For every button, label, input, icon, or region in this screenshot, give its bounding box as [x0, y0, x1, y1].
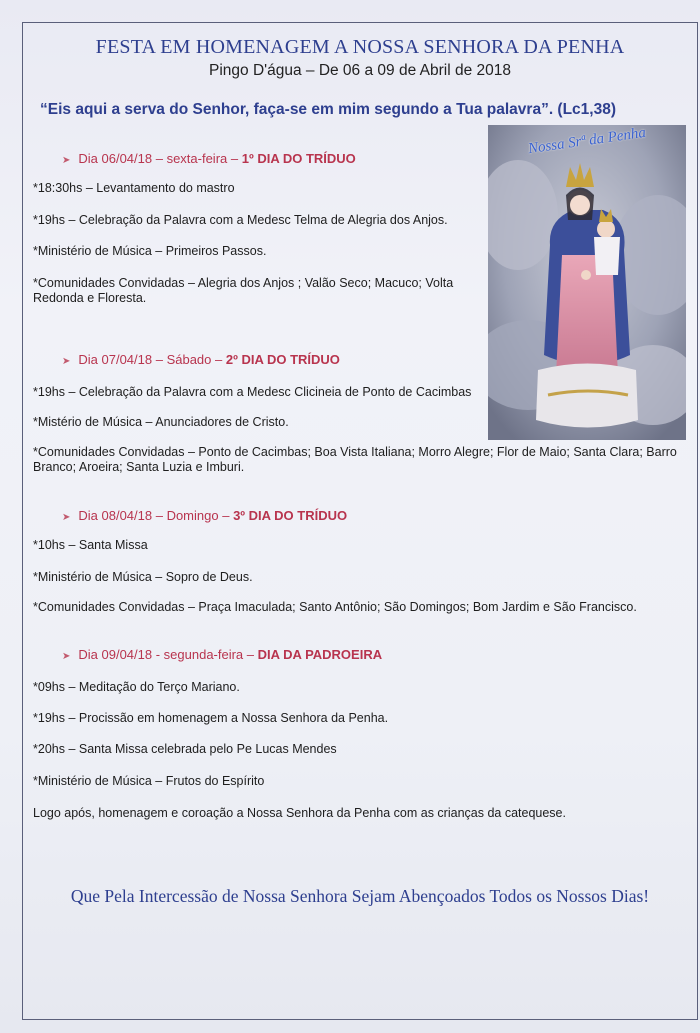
day-1-heading [62, 151, 356, 166]
arrow-right-icon: ➤ [62, 356, 71, 367]
day-2-item-3: *Comunidades Convidadas – Ponto de Cacimbas; Boa Vista Italiana; Morro Alegre; Flor de Maio; Santa Clara; Barro Branco; Aroeira; Santa Luzia e Imburi. [33, 445, 677, 474]
day-3-highlight: 3º DIA DO TRÍDUO [233, 508, 348, 523]
day-4-item-1: *09hs – Meditação do Terço Mariano. [33, 680, 240, 694]
day-3-item-2: *Ministério de Música – Sopro de Deus. [33, 570, 253, 584]
day-2-highlight: 2º DIA DO TRÍDUO [225, 352, 340, 367]
day-4-item-4: *Ministério de Música – Frutos do Espírito [33, 774, 265, 788]
day-2-item-2: *Mistério de Música – Anunciadores de Cristo. [33, 415, 289, 429]
day-1-item-4: *Comunidades Convidadas – Alegria dos Anjos ; Valão Seco; Macuco; Volta Redonda e Floresta. [33, 276, 454, 305]
day-4-highlight: DIA DA PADROEIRA [257, 647, 383, 662]
day-1-date: Dia 06/04/18 – sexta-feira – [78, 151, 239, 166]
day-1-item-3: *Ministério de Música – Primeiros Passos. [33, 244, 267, 258]
photo-caption: Nossa Srª da Penha [527, 125, 647, 158]
day-4-item-3: *20hs – Santa Missa celebrada pelo Pe Lucas Mendes [33, 742, 337, 756]
day-2-item-1: *19hs – Celebração da Palavra com a Medesc Clicineia de Ponto de Cacimbas [33, 385, 472, 399]
page-subtitle: Pingo D'água – De 06 a 09 de Abril de 2018 [209, 62, 511, 79]
day-2-date: Dia 07/04/18 – Sábado – [78, 352, 223, 367]
day-3-item-1: *10hs – Santa Missa [33, 538, 148, 552]
day-4-heading [62, 647, 382, 662]
day-3-heading [62, 508, 347, 523]
statue-image [488, 125, 686, 440]
page-title: FESTA EM HOMENAGEM A NOSSA SENHORA DA PENHA [95, 36, 625, 58]
day-3-date: Dia 08/04/18 – Domingo – [78, 508, 230, 523]
day-1-item-2: *19hs – Celebração da Palavra com a Medesc Telma de Alegria dos Anjos. [33, 213, 448, 227]
day-2-heading [62, 352, 340, 367]
day-4-item-5: Logo após, homenagem e coroação a Nossa Senhora da Penha com as crianças da catequese. [33, 806, 566, 820]
arrow-right-icon: ➤ [62, 651, 71, 662]
bible-quote: “Eis aqui a serva do Senhor, faça-se em mim segundo a Tua palavra”. (Lc1,38) [40, 101, 617, 118]
day-3-item-3: *Comunidades Convidadas – Praça Imaculada; Santo Antônio; São Domingos; Bom Jardim e São Francisco. [33, 600, 637, 614]
day-4-date: Dia 09/04/18 - segunda-feira – [78, 647, 255, 662]
day-1-highlight: 1º DIA DO TRÍDUO [241, 151, 356, 166]
day-1-item-1: *18:30hs – Levantamento do mastro [33, 181, 235, 195]
closing-blessing: Que Pela Intercessão de Nossa Senhora Sejam Abençoados Todos os Nossos Dias! [70, 886, 650, 906]
day-4-item-2: *19hs – Procissão em homenagem a Nossa Senhora da Penha. [33, 711, 389, 725]
arrow-right-icon: ➤ [62, 155, 71, 166]
statue-photo [488, 125, 686, 440]
arrow-right-icon: ➤ [62, 512, 71, 523]
